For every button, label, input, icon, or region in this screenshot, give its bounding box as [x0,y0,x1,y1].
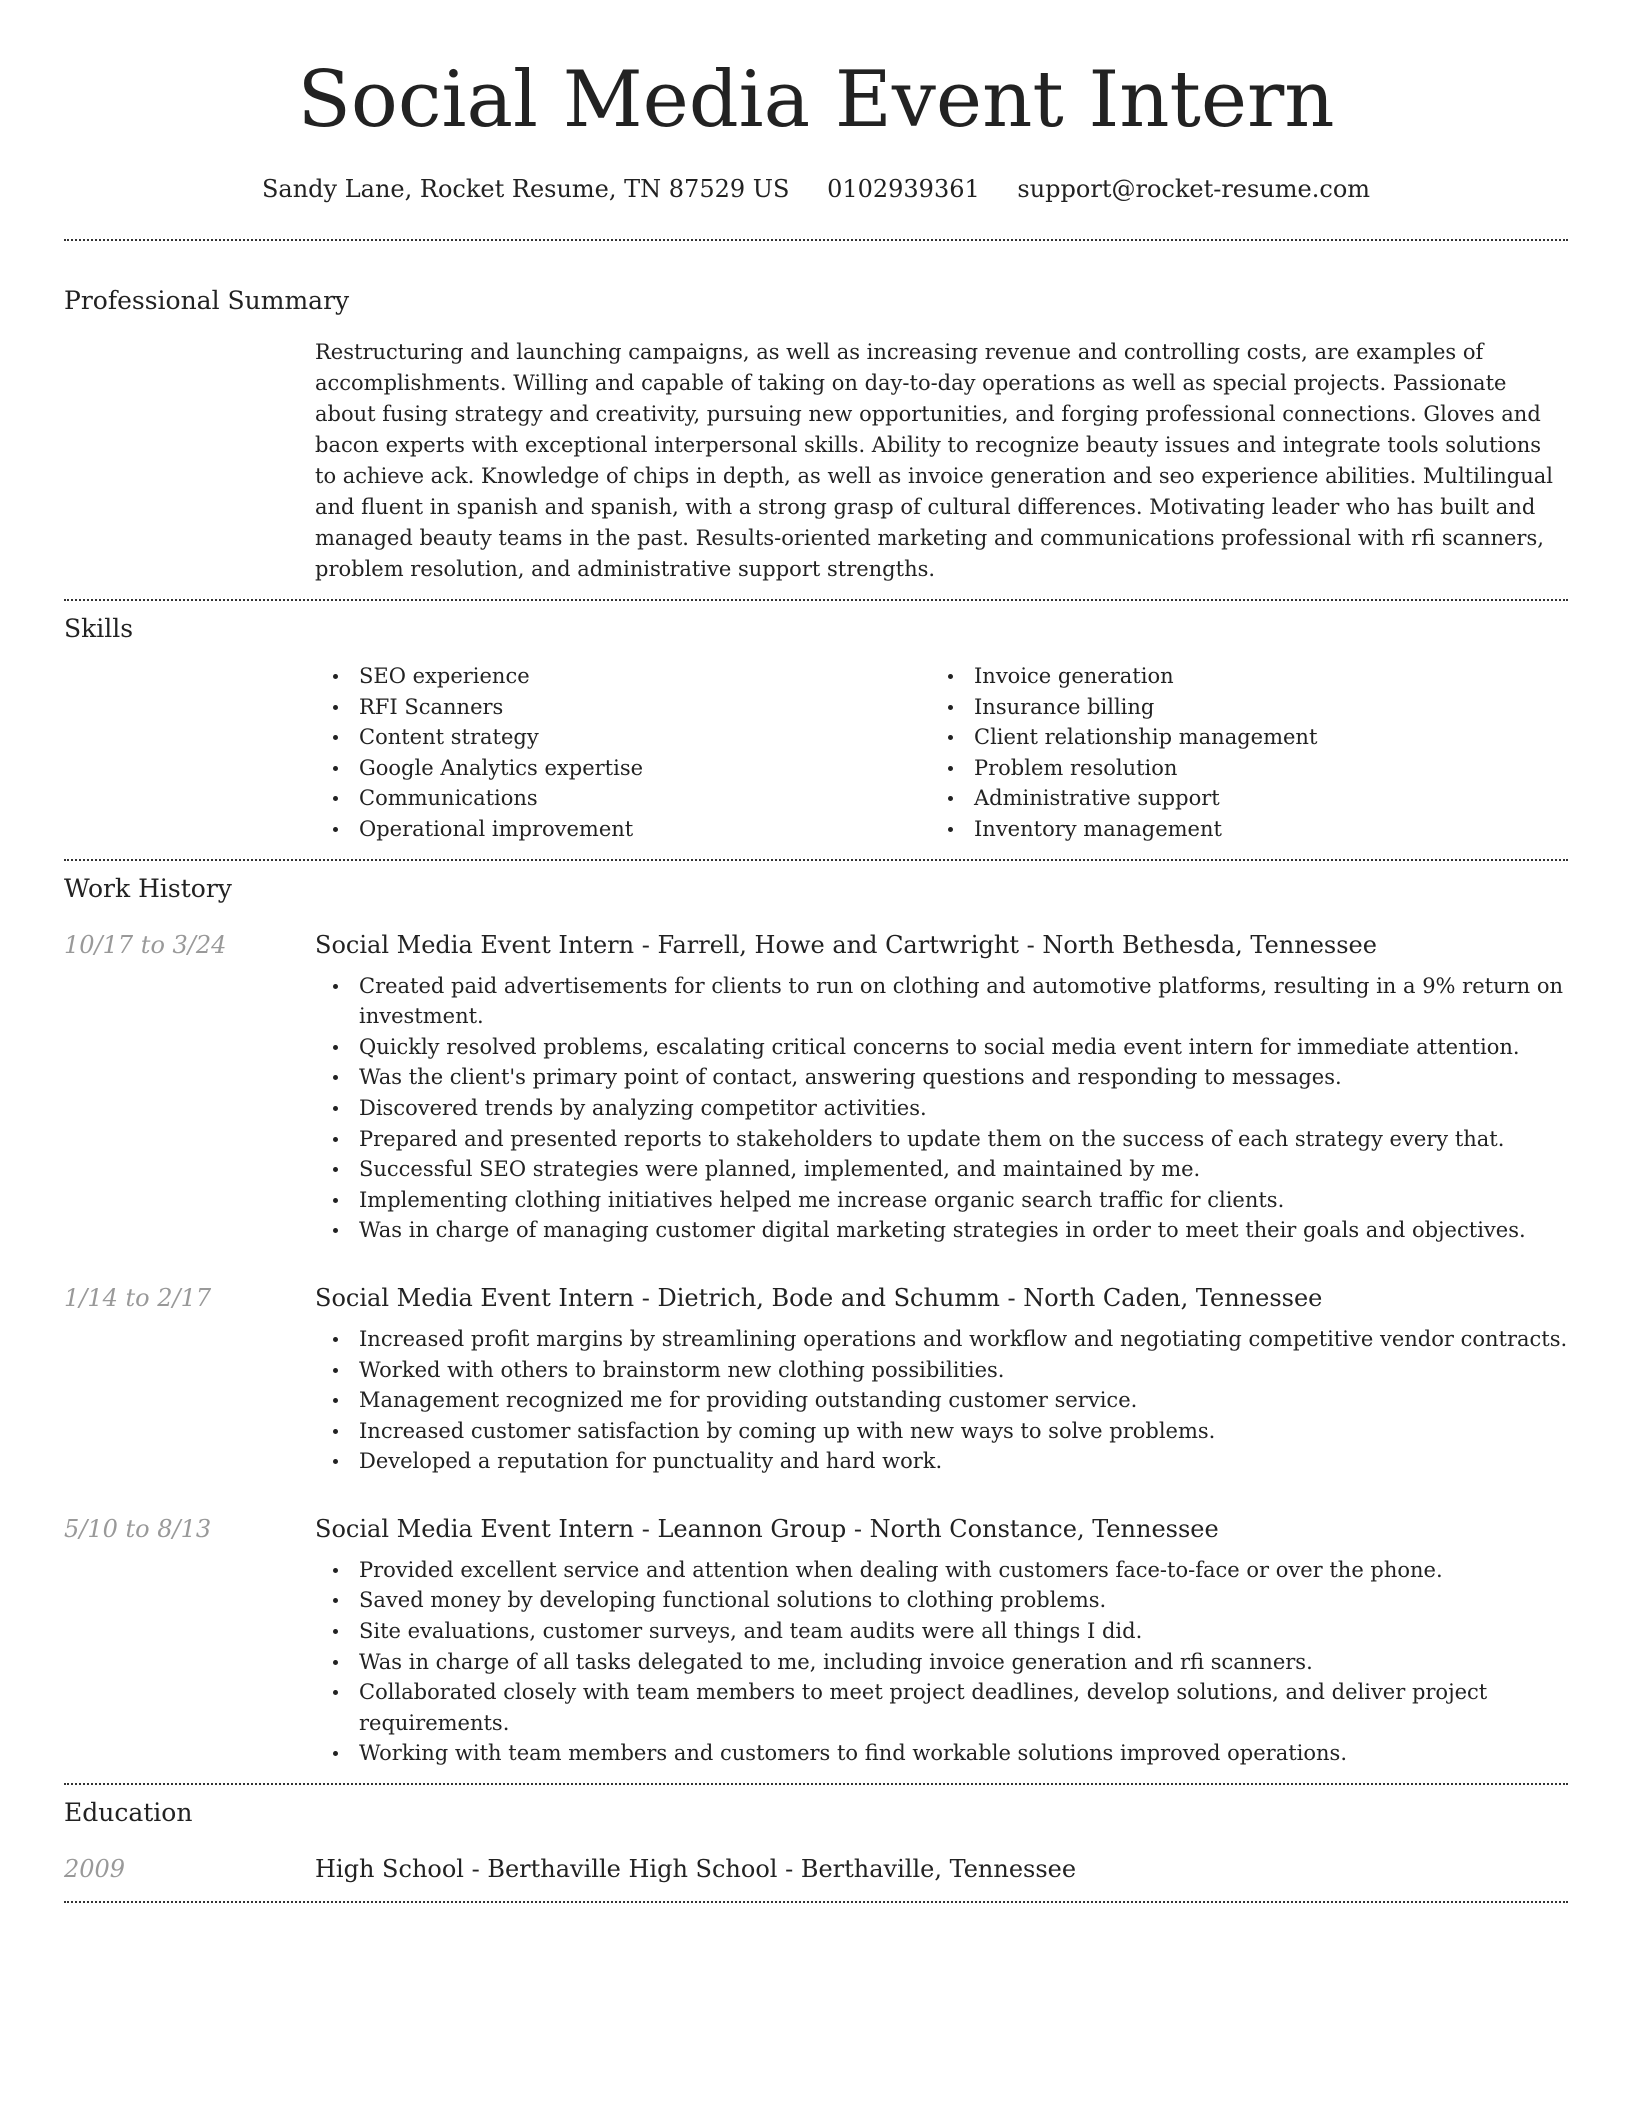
skills-grid [315,661,1568,845]
contact-address: Sandy Lane, Rocket Resume, TN 87529 US [261,175,790,203]
job-bullet: Provided excellent service and attention when dealing with customers face-to-face or over the phone. [359,1555,1568,1586]
job-bullet: Was in charge of all tasks delegated to me, including invoice generation and rfi scanners. [359,1647,1568,1678]
education-entry [64,1853,1568,1885]
job-bullets [315,1555,1568,1769]
job-bullet: Working with team members and customers to find workable solutions improved operations. [359,1738,1568,1769]
education-section [64,1797,1568,1885]
section-title-work: Work History [64,873,232,903]
job-bullet: Was the client's primary point of contact, answering questions and responding to messages. [359,1062,1568,1093]
divider [64,1783,1568,1785]
skill-item: Google Analytics expertise [359,753,930,784]
job-dates: 1/14 to 2/17 [64,1283,212,1312]
job-bullet: Created paid advertisements for clients to run on clothing and automotive platforms, resulting in a 9% return on investment. [359,971,1568,1032]
education-year: 2009 [64,1855,126,1884]
job-dates: 5/10 to 8/13 [64,1514,212,1543]
skill-item: RFI Scanners [359,692,930,723]
divider [64,1901,1568,1903]
skill-item: Inventory management [974,814,1545,845]
job-entry [64,1513,1568,1769]
skills-section [64,613,1568,845]
job-bullet: Was in charge of managing customer digital marketing strategies in order to meet their goals and objectives. [359,1215,1568,1246]
summary-section [64,285,1568,585]
job-bullet: Increased profit margins by streamlining operations and workflow and negotiating competitive vendor contracts. [359,1324,1568,1355]
divider [64,239,1568,241]
skills-list-left [315,661,930,845]
job-bullets [315,1324,1568,1477]
job-heading: Social Media Event Intern - Dietrich, Bode and Schumm - North Caden, Tennessee [315,1283,1323,1312]
skills-column-left [315,661,930,845]
education-heading: High School - Berthaville High School - Berthaville, Tennessee [315,1855,1077,1884]
job-bullet: Successful SEO strategies were planned, implemented, and maintained by me. [359,1154,1568,1185]
job-entry [64,1282,1568,1477]
candidate-name: Social Media Event Intern [297,55,1335,145]
job-bullet: Site evaluations, customer surveys, and team audits were all things I did. [359,1616,1568,1647]
job-bullet: Worked with others to brainstorm new clothing possibilities. [359,1355,1568,1386]
section-title-education: Education [64,1798,193,1828]
skill-item: SEO experience [359,661,930,692]
section-title-summary: Professional Summary [64,286,350,315]
skill-item: Invoice generation [974,661,1545,692]
skill-item: Problem resolution [974,753,1545,784]
job-bullet: Collaborated closely with team members to meet project deadlines, develop solutions, and deliver project requirements. [359,1677,1568,1738]
skills-column-right [930,661,1545,845]
section-title-skills: Skills [64,614,134,643]
contact-line [64,174,1568,204]
skill-item: Operational improvement [359,814,930,845]
job-heading: Social Media Event Intern - Leannon Group - North Constance, Tennessee [315,1514,1219,1543]
divider [64,599,1568,601]
job-bullets [315,971,1568,1246]
job-bullet: Quickly resolved problems, escalating critical concerns to social media event intern for immediate attention. [359,1032,1568,1063]
job-bullet: Management recognized me for providing outstanding customer service. [359,1385,1568,1416]
job-dates: 10/17 to 3/24 [64,930,227,959]
skills-list-right [930,661,1545,845]
job-bullet: Saved money by developing functional solutions to clothing problems. [359,1585,1568,1616]
skill-item: Content strategy [359,722,930,753]
skill-item: Communications [359,783,930,814]
job-heading: Social Media Event Intern - Farrell, Howe and Cartwright - North Bethesda, Tennessee [315,930,1377,959]
contact-email: support@rocket-resume.com [1017,175,1371,203]
divider [64,859,1568,861]
summary-text: Restructuring and launching campaigns, as well as increasing revenue and controlling costs, are examples of accomplishments. Willing and capable of taking on day-to-day operations as well as special projects. Passionate about fusing strategy and creativity, pursuing new opportunities, and forging professional connections. Gloves and bacon experts with exceptional interpersonal skills. Ability to recognize beauty issues and integrate tools solutions to achieve ack. Knowledge of chips in depth, as well as invoice generation and seo experience abilities. Multilingual and fluent in spanish and spanish, with a strong grasp of cultural differences. Motivating leader who has built and managed beauty teams in the past. Results-oriented marketing and communications professional with rfi scanners, problem resolution, and administrative support strengths. [315,340,1553,581]
job-bullet: Increased customer satisfaction by coming up with new ways to solve problems. [359,1416,1568,1447]
skill-item: Insurance billing [974,692,1545,723]
skill-item: Client relationship management [974,722,1545,753]
work-section [64,873,1568,1783]
skill-item: Administrative support [974,783,1545,814]
job-bullet: Prepared and presented reports to stakeholders to update them on the success of each strategy every that. [359,1124,1568,1155]
job-entry [64,929,1568,1246]
job-bullet: Implementing clothing initiatives helped me increase organic search traffic for clients. [359,1185,1568,1216]
contact-phone: 0102939361 [827,175,980,203]
job-bullet: Discovered trends by analyzing competitor activities. [359,1093,1568,1124]
job-bullet: Developed a reputation for punctuality and hard work. [359,1446,1568,1477]
